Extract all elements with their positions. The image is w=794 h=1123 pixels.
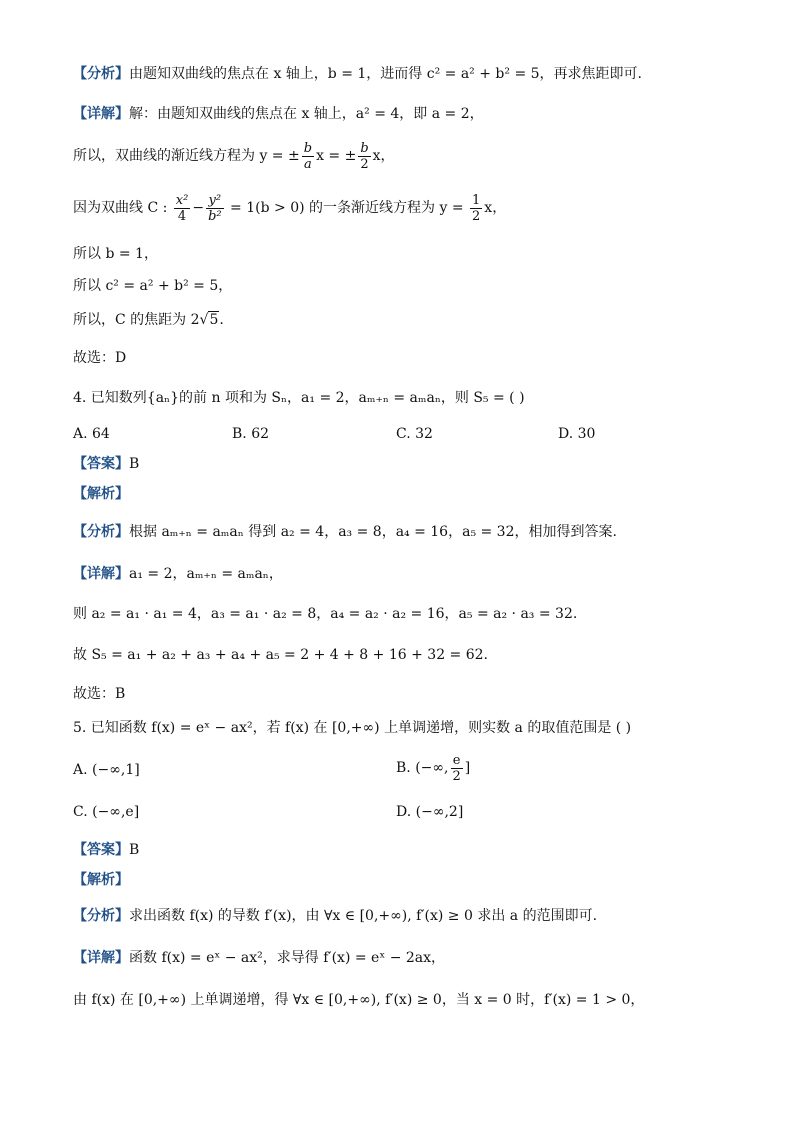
fraction-e-over-2: $\frac{e}{2}$	[452, 752, 461, 784]
q4-option-d: D. 30	[558, 426, 596, 442]
sqrt-sign: √	[199, 312, 209, 328]
q5-option-a: A. (−∞,1]	[73, 762, 140, 778]
q5-line-1: 由 f(x) 在 [0,+∞) 上单调递增，得 ∀x ∈ [0,+∞), f′(x) ≥ 0，当 x = 0 时，f′(x) = 1 > 0，	[73, 992, 645, 1008]
q4-choice: 故选：B	[73, 686, 126, 702]
q5-answer: B	[129, 842, 140, 858]
sqrt-radicand: 5	[209, 312, 219, 328]
analysis-tag: 【分析】	[73, 908, 129, 924]
q4-answer: B	[129, 456, 140, 472]
fraction-y2-over-b2: $\frac{\text{y²}}{\text{b²}}$	[208, 192, 222, 224]
q4-stem: 4. 已知数列{aₙ}的前 n 项和为 Sₙ，a₁ = 2，aₘ₊ₙ = aₘaₙ，则 S₅ = ( )	[73, 390, 525, 406]
p3-hyperbola-line: 因为双曲线 C : $\frac{\text{x²}}{4}$ − $\frac{\text{y²}}{\text{b²}}$ = 1(b > 0) 的一条渐近线方程为 y = $\frac{1}{2}$ x，	[73, 192, 507, 224]
p3-l3-pre: 所以，双曲线的渐近线方程为 y = ±	[73, 148, 300, 164]
p3-line-6: 所以 c² = a² + b² = 5，	[73, 278, 233, 294]
q5-option-b: B. (−∞, $\frac{e}{2}$ ]	[396, 752, 471, 784]
fraction-b-over-a: $\frac{b}{a}$	[303, 140, 313, 172]
q4-option-c: C. 32	[396, 426, 433, 442]
fraction-1-over-2: $\frac{1}{2}$	[472, 192, 481, 224]
detail-tag: 【详解】	[73, 950, 129, 966]
p3-analysis-text: 由题知双曲线的焦点在 x 轴上，b = 1，进而得 c² = a² + b² = 5，再求焦距即可.	[129, 66, 642, 82]
q4-explain-line	[73, 484, 754, 504]
fraction-b-over-2: $\frac{b}{2}$	[360, 140, 369, 172]
q5-analysis-text: 求出函数 f(x) 的导数 f′(x)，由 ∀x ∈ [0,+∞), f′(x) ≥ 0 求出 a 的范围即可.	[129, 908, 598, 924]
p3-choice: 故选：D	[73, 350, 127, 366]
detail-tag: 【详解】	[73, 106, 129, 122]
q5-detail-text: 函数 f(x) = eˣ − ax²，求导得 f′(x) = eˣ − 2ax，	[129, 950, 446, 966]
p3-focal-line: 所以，C 的焦距为 2√5.	[73, 312, 224, 328]
explain-tag: 【解析】	[73, 486, 129, 502]
p3-l7-pre: 所以，C 的焦距为 2	[73, 312, 200, 328]
q5-option-d: D. (−∞,2]	[396, 804, 464, 820]
q4-analysis-line	[73, 522, 754, 542]
p3-l4-post: x，	[484, 200, 507, 216]
q4-analysis-text: 根据 aₘ₊ₙ = aₘaₙ 得到 a₂ = 4，a₃ = 8，a₄ = 16，a₅ = 32，相加得到答案.	[129, 524, 617, 540]
q4-answer-line	[73, 454, 754, 474]
q4-detail-line	[73, 564, 754, 584]
q4-detail-text: a₁ = 2，aₘ₊ₙ = aₘaₙ，	[129, 566, 283, 582]
answer-tag: 【答案】	[73, 842, 129, 858]
q5-analysis-line	[73, 906, 754, 926]
analysis-tag: 【分析】	[73, 524, 129, 540]
q4-option-b: B. 62	[232, 426, 270, 442]
answer-tag: 【答案】	[73, 456, 129, 472]
analysis-tag: 【分析】	[73, 66, 129, 82]
p3-analysis-line	[73, 64, 754, 84]
p3-l3-mid: x = ±	[316, 148, 357, 164]
p3-l4-mid: = 1(b > 0) 的一条渐近线方程为 y =	[225, 200, 469, 216]
fraction-x2-over-4: $\frac{\text{x²}}{4}$	[175, 192, 189, 224]
q4-line-2: 故 S₅ = a₁ + a₂ + a₃ + a₄ + a₅ = 2 + 4 + 8 + 16 + 32 = 62.	[73, 647, 489, 663]
q5-stem: 5. 已知函数 f(x) = eˣ − ax²，若 f(x) 在 [0,+∞) 上单调递增，则实数 a 的取值范围是 ( )	[73, 720, 632, 736]
p3-line-5: 所以 b = 1，	[73, 246, 158, 262]
p3-l4-pre: 因为双曲线 C :	[73, 200, 172, 216]
q4-line-1: 则 a₂ = a₁ · a₁ = 4，a₃ = a₁ · a₂ = 8，a₄ = a₂ · a₂ = 16，a₅ = a₂ · a₃ = 32.	[73, 606, 578, 622]
p3-detail-line	[73, 104, 754, 124]
p3-asymptote-line	[73, 140, 754, 172]
q5-answer-line	[73, 840, 754, 860]
q4-option-a: A. 64	[73, 426, 110, 442]
explain-tag: 【解析】	[73, 872, 129, 888]
q5-option-c: C. (−∞,e]	[73, 804, 140, 820]
q5-explain-line	[73, 870, 754, 890]
q5-detail-line	[73, 948, 754, 968]
p3-detail-text: 解：由题知双曲线的焦点在 x 轴上，a² = 4，即 a = 2，	[129, 106, 484, 122]
p3-l3-post: x，	[372, 148, 395, 164]
detail-tag: 【详解】	[73, 566, 129, 582]
